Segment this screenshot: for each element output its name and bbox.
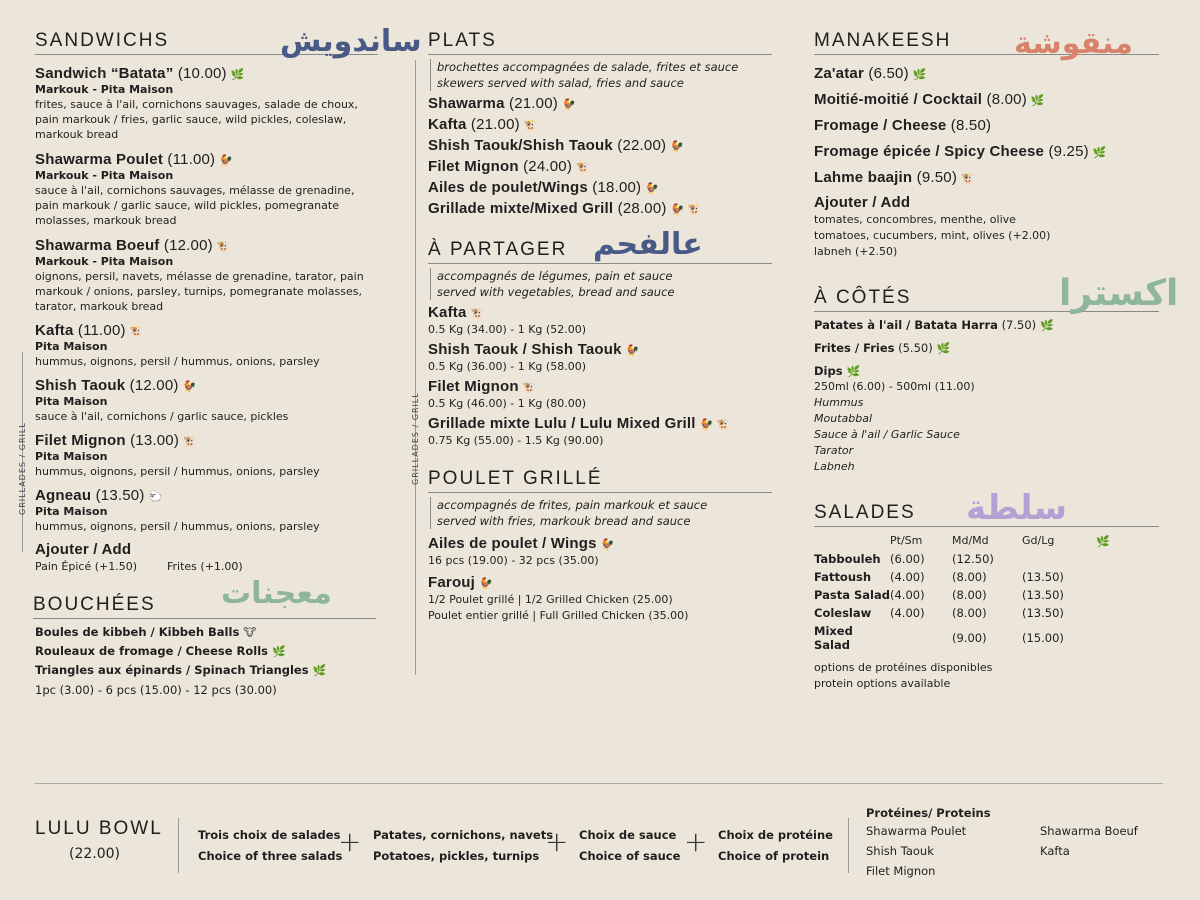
arabic-calligraphy: عالفحم bbox=[593, 227, 703, 262]
arabic-calligraphy: منقوشة bbox=[1014, 26, 1133, 61]
menu-item: Filet Mignon 🐮 0.5 Kg (46.00) - 1 Kg (80.00) bbox=[428, 378, 586, 410]
protein-item: Shish Taouk bbox=[866, 844, 934, 858]
plus-icon: + bbox=[545, 825, 569, 858]
dip-item: Hummus bbox=[814, 396, 864, 409]
manakeesh-add: Ajouter / Add tomates, concombres, menthe, olive tomatoes, cucumbers, mint, olives (+2.00) labneh (+2.50) bbox=[814, 194, 1051, 258]
salad-row: Coleslaw (4.00) (8.00) (13.50) bbox=[814, 606, 1064, 620]
dip-item: Sauce à l'ail / Garlic Sauce bbox=[814, 428, 960, 441]
menu-item: Fromage / Cheese (8.50) bbox=[814, 117, 992, 134]
chicken-icon: 🐓 bbox=[625, 345, 640, 357]
beef-icon: 🐮 bbox=[470, 308, 485, 320]
bouchees-prices: 1pc (3.00) - 6 pcs (15.00) - 12 pcs (30.00) bbox=[35, 683, 277, 697]
salad-row: Pasta Salad (4.00) (8.00) (13.50) bbox=[814, 588, 1064, 602]
menu-item: Kafta (21.00) 🐮 bbox=[428, 116, 538, 133]
bowl-step: Choix de protéine Choice of protein bbox=[718, 828, 833, 863]
lamb-icon: 🐑 bbox=[148, 491, 163, 503]
lulu-bowl bbox=[35, 818, 163, 862]
salad-row: Tabbouleh (6.00) (12.50) bbox=[814, 552, 994, 566]
protein-item: Kafta bbox=[1040, 844, 1070, 858]
dip-item: Moutabbal bbox=[814, 412, 873, 425]
bouchee-item: Rouleaux de fromage / Cheese Rolls 🌿 bbox=[35, 644, 286, 658]
chicken-icon: 🐓 bbox=[479, 578, 493, 590]
section-title-bouchees: BOUCHÉES معجنات bbox=[33, 594, 376, 619]
arabic-calligraphy: معجنات bbox=[221, 576, 332, 611]
leaf-icon: 🌿 bbox=[1030, 95, 1045, 107]
protein-item: Filet Mignon bbox=[866, 864, 936, 878]
menu-item: Shish Taouk / Shish Taouk 🐓 0.5 Kg (36.00) - 1 Kg (58.00) bbox=[428, 341, 640, 373]
arabic-calligraphy: اكسترا bbox=[1059, 273, 1179, 314]
plats-note: brochettes accompagnées de salade, frites et sauce skewers served with salad, fries and sauce bbox=[430, 59, 772, 91]
sandwich-add: Ajouter / Add Pain Épicé (+1.50) Frites (+1.00) bbox=[35, 541, 243, 573]
menu-item: Sandwich “Batata” (10.00) 🌿 Markouk - Pita Maison frites, sauce à l'ail, cornichons sauvages, salade de choux, pain markouk / fries, garlic sauce, wild pickles, coleslaw, markouk bread bbox=[35, 65, 358, 141]
menu-item: Farouj 🐓 1/2 Poulet grillé | 1/2 Grilled Chicken (25.00) Poulet entier grillé | Full Grilled Chicken (35.00) bbox=[428, 574, 689, 622]
dip-item: Labneh bbox=[814, 460, 855, 473]
salad-row: Mixed Salad (9.00) (15.00) bbox=[814, 624, 1064, 652]
partager-note: accompagnés de légumes, pain et sauce served with vegetables, bread and sauce bbox=[430, 268, 772, 300]
menu-item: Filet Mignon (24.00) 🐮 bbox=[428, 158, 590, 175]
section-title-cotes: À CÔTÉS اكسترا bbox=[814, 273, 1179, 314]
bowl-step: Trois choix de salades Choice of three salads bbox=[198, 828, 343, 863]
leaf-icon: 🌿 bbox=[936, 342, 951, 355]
menu-item: Grillade mixte Lulu / Lulu Mixed Grill 🐓 🐮 0.75 Kg (55.00) - 1.5 Kg (90.00) bbox=[428, 415, 731, 447]
cotes-dips: Dips 🌿 bbox=[814, 364, 861, 378]
leaf-icon: 🌿 bbox=[1096, 535, 1110, 548]
menu-item: Agneau (13.50) 🐑 Pita Maison hummus, oignons, persil / hummus, onions, parsley bbox=[35, 487, 320, 533]
menu-item: Fromage épicée / Spicy Cheese (9.25) 🌿 bbox=[814, 143, 1107, 160]
protein-item: Shawarma Boeuf bbox=[1040, 824, 1138, 838]
salad-row: Fattoush (4.00) (8.00) (13.50) bbox=[814, 570, 1064, 584]
salad-table: Pt/Sm Md/Md Gd/Lg 🌿 Tabbouleh (6.00) (12.50) Fattoush (4.00) (8.00) (13.50) Pasta Salad (4.00) (8.00) (13.50) Coleslaw (4.00) (8.00) (13.50) Mixed Salad (9.00) (15.00) bbox=[814, 534, 1110, 652]
protein-item: Shawarma Poulet bbox=[866, 824, 967, 838]
chicken-icon: 🐓 bbox=[182, 381, 197, 393]
chicken-icon: 🐓 bbox=[561, 99, 576, 111]
beef-icon: 🐮 bbox=[523, 120, 538, 132]
chicken-beef-icon: 🐓 🐮 bbox=[670, 204, 702, 216]
leaf-icon: 🌿 bbox=[1040, 319, 1054, 332]
arabic-calligraphy: سلطة bbox=[966, 488, 1068, 528]
bowl-step: Patates, cornichons, navets Potatoes, pickles, turnips bbox=[373, 828, 554, 863]
section-title-partager: À PARTAGER عالفحم bbox=[428, 239, 772, 264]
section-title-manakeesh: MANAKEESH منقوشة bbox=[814, 30, 1159, 55]
beef-icon: 🐮 bbox=[243, 626, 257, 639]
bowl-title: LULU BOWL bbox=[35, 818, 163, 839]
chicken-beef-icon: 🐓 🐮 bbox=[699, 419, 731, 431]
cotes-item: Patates à l'ail / Batata Harra (7.50) 🌿 bbox=[814, 318, 1054, 332]
section-title-poulet: POULET GRILLÉ bbox=[428, 468, 772, 493]
menu-item: Kafta (11.00) 🐮 Pita Maison hummus, oignons, persil / hummus, onions, parsley bbox=[35, 322, 320, 368]
cotes-item: Frites / Fries (5.50) 🌿 bbox=[814, 341, 951, 355]
arabic-calligraphy: ساندويش bbox=[280, 24, 422, 59]
menu-item: Za'atar (6.50) 🌿 bbox=[814, 65, 927, 82]
menu-item: Ailes de poulet / Wings 🐓 16 pcs (19.00) - 32 pcs (35.00) bbox=[428, 535, 615, 567]
leaf-icon: 🌿 bbox=[846, 365, 861, 378]
beef-icon: 🐮 bbox=[183, 436, 197, 448]
beef-icon: 🐮 bbox=[522, 382, 537, 394]
bowl-step: Choix de sauce Choice of sauce bbox=[579, 828, 681, 863]
chicken-icon: 🐓 bbox=[219, 155, 234, 167]
grill-label: GRILLADES / GRILL bbox=[411, 392, 420, 485]
poulet-note: accompagnés de frites, pain markouk et sauce served with fries, markouk bread and sauce bbox=[430, 497, 772, 529]
menu-item: Grillade mixte/Mixed Grill (28.00) 🐓 🐮 bbox=[428, 200, 702, 217]
bowl-price: (22.00) bbox=[69, 846, 121, 862]
leaf-icon: 🌿 bbox=[1092, 147, 1107, 159]
menu-item: Shish Taouk (12.00) 🐓 Pita Maison sauce à l'ail, cornichons / garlic sauce, pickles bbox=[35, 377, 289, 423]
beef-icon: 🐮 bbox=[129, 326, 144, 338]
section-title-salades: SALADES سلطة bbox=[814, 502, 1159, 527]
menu-item: Kafta 🐮 0.5 Kg (34.00) - 1 Kg (52.00) bbox=[428, 304, 586, 336]
column-left bbox=[18, 24, 422, 698]
leaf-icon: 🌿 bbox=[230, 69, 245, 81]
column-right: MANAKEESH منقوشة Za'atar (6.50) 🌿 Moitié-moitié / Cocktail (8.00) 🌿 Fromage / Cheese (8.50) Fromage épicée / Spicy Cheese (9.25) 🌿 Lahme baajin (9.50) 🐮 Ajouter / Add tomates, concombres, menthe, olive tomatoes, cucumbers, mint, olives (+2.00) labneh (+2.50) À CÔTÉS اكسترا Patates à l'ail / Batata Harra (7.50) 🌿 Frites / Fries (5.50) 🌿 Dips 🌿 250ml (6.00) - 500ml (11.00) Hummus Moutabbal Sauce à l'ail / Garlic Sauce Tarator Labneh SALADES سلطة Pt/Sm Md/Md Gd/Lg 🌿 Tabbouleh (6.00) (12.50) Fattoush (4.00) (8.00) (13.50) Pasta Salad (4.00) (8.00) (13.50) Coleslaw (4.00) (8.00) (13.50) Mixed Salad (9.00) (15.00) options de protéines disponibles protein options available bbox=[814, 26, 1179, 690]
beef-icon: 🐮 bbox=[961, 173, 975, 185]
plus-icon: + bbox=[338, 825, 362, 858]
leaf-icon: 🌿 bbox=[312, 664, 327, 677]
beef-icon: 🐮 bbox=[216, 241, 231, 253]
section-title-plats: PLATS bbox=[428, 30, 772, 55]
menu-item: Filet Mignon (13.00) 🐮 Pita Maison hummus, oignons, persil / hummus, onions, parsley bbox=[35, 432, 320, 478]
menu-item: Shawarma Poulet (11.00) 🐓 Markouk - Pita Maison sauce à l'ail, cornichons sauvages, mélasse de grenadine, pain markouk / garlic sauce, wild pickles, pomegranate molasses, markouk bread bbox=[35, 151, 355, 227]
dip-item: Tarator bbox=[814, 444, 854, 457]
beef-icon: 🐮 bbox=[576, 162, 590, 174]
menu-item: Lahme baajin (9.50) 🐮 bbox=[814, 169, 975, 186]
bouchee-item: Boules de kibbeh / Kibbeh Balls 🐮 bbox=[35, 625, 257, 639]
menu-item: Shawarma Boeuf (12.00) 🐮 Markouk - Pita Maison oignons, persil, navets, mélasse de grenadine, tarator, pain markouk / onions, parsley, turnips, pomegranate molasses, tarator, markouk bread bbox=[35, 237, 364, 313]
section-title-sandwichs: SANDWICHS ساندويش bbox=[35, 24, 422, 59]
grill-label: GRILLADES / GRILL bbox=[18, 422, 27, 515]
column-middle bbox=[411, 30, 772, 623]
leaf-icon: 🌿 bbox=[272, 645, 286, 658]
chicken-icon: 🐓 bbox=[600, 539, 615, 551]
chicken-icon: 🐓 bbox=[645, 183, 660, 195]
menu-item: Moitié-moitié / Cocktail (8.00) 🌿 bbox=[814, 91, 1045, 108]
menu-item: Shish Taouk/Shish Taouk (22.00) 🐓 bbox=[428, 137, 685, 154]
chicken-icon: 🐓 bbox=[670, 141, 685, 153]
bouchee-item: Triangles aux épinards / Spinach Triangles 🌿 bbox=[35, 663, 327, 677]
bowl-proteins: Protéines/ Proteins Shawarma Poulet Shawarma Boeuf Shish Taouk Kafta Filet Mignon bbox=[866, 806, 1156, 878]
plus-icon: + bbox=[684, 825, 708, 858]
leaf-icon: 🌿 bbox=[912, 69, 927, 81]
menu-item: Shawarma (21.00) 🐓 bbox=[428, 95, 576, 112]
menu-item: Ailes de poulet/Wings (18.00) 🐓 bbox=[428, 179, 660, 196]
